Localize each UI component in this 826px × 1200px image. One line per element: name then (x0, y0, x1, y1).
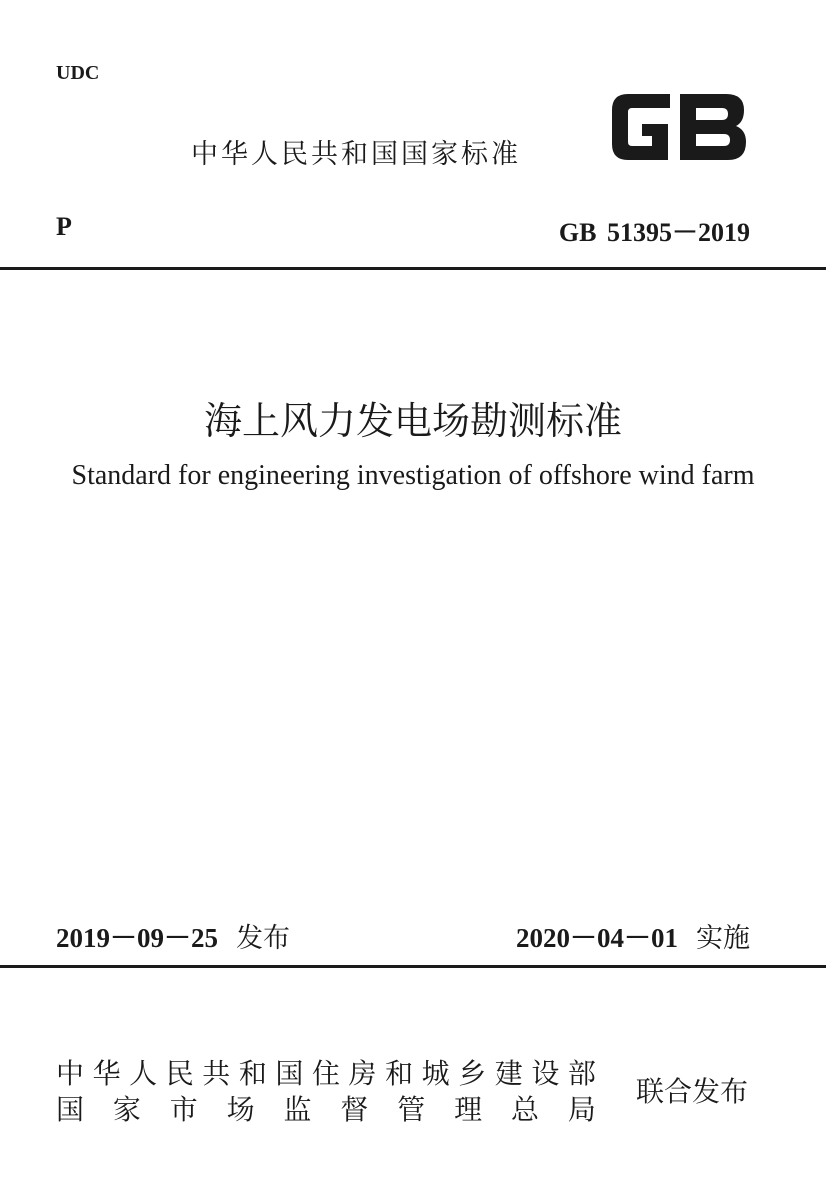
issue-date-line (56, 916, 290, 955)
issuer-char: 华 (92, 1057, 121, 1090)
issuer-char: 总 (511, 1093, 540, 1126)
issuer-char: 和 (238, 1057, 267, 1090)
issuer-line-1 (56, 1052, 596, 1092)
standard-number: GB 51395－2019 (558, 218, 750, 247)
issuer-char: 共 (202, 1057, 231, 1090)
issuer-char: 建 (494, 1057, 523, 1090)
standard-class: 中华人民共和国国家标准 (191, 139, 521, 170)
bottom-divider (0, 965, 826, 968)
implement-date-line (516, 916, 750, 955)
issuer-char: 乡 (458, 1057, 487, 1090)
issuer-char: 局 (567, 1093, 596, 1126)
udc-label: UDC (56, 62, 100, 84)
joint-issue-label: 联合发布 (636, 1075, 749, 1108)
issuer-char: 督 (340, 1093, 369, 1126)
top-divider (0, 267, 826, 270)
issuer-char: 人 (129, 1057, 158, 1090)
issuer-line-2 (56, 1088, 596, 1128)
issuer-char: 场 (226, 1093, 255, 1126)
issuer-char: 中 (56, 1057, 85, 1090)
title-english: Standard for engineering investigation of offshore wind farm (71, 460, 755, 491)
issuer-char: 国 (275, 1057, 304, 1090)
issue-date: 2019－09－25 (56, 923, 218, 953)
issuer-char: 监 (283, 1093, 312, 1126)
issuer-char: 部 (567, 1057, 596, 1090)
issuer-char: 国 (56, 1093, 85, 1126)
implement-date: 2020－04－01 (516, 923, 678, 953)
title-chinese: 海上风力发电场勘测标准 (203, 399, 622, 443)
issuer-char: 和 (385, 1057, 414, 1090)
issuer-char: 理 (454, 1093, 483, 1126)
issue-label: 发布 (236, 923, 290, 954)
issuer-char: 设 (531, 1057, 560, 1090)
issuer-char: 管 (397, 1093, 426, 1126)
issuer-char: 民 (165, 1057, 194, 1090)
gb-logo-icon (608, 86, 750, 168)
issuer-char: 家 (112, 1093, 141, 1126)
implement-label: 实施 (696, 923, 750, 954)
category-code: P (56, 212, 72, 241)
issuer-char: 市 (169, 1093, 198, 1126)
issuer-char: 房 (348, 1057, 377, 1090)
issuer-char: 住 (311, 1057, 340, 1090)
issuer-char: 城 (421, 1057, 450, 1090)
